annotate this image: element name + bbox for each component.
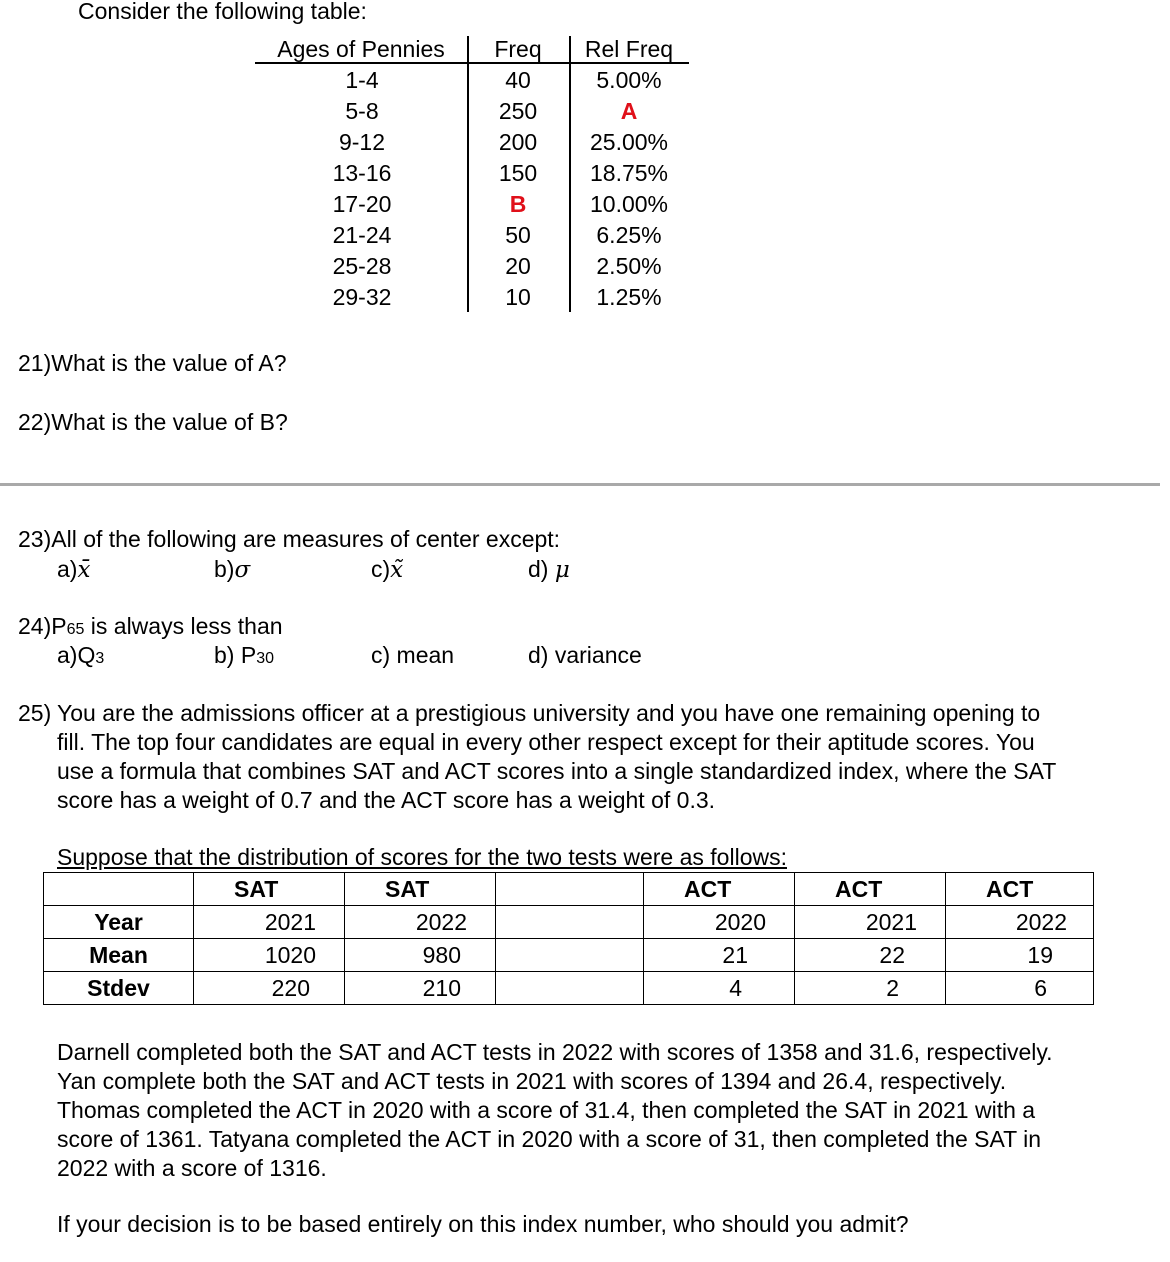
table-cell: 2020 [644,906,795,939]
option-a [57,644,104,667]
candidates-paragraph [57,1038,1053,1183]
option-d [528,558,570,582]
table-cell: 4 [644,972,795,1005]
option-d: d) variance [528,642,642,668]
paragraph-line: Darnell completed both the SAT and ACT tests in 2022 with scores of 1358 and 31.6, respectively. [57,1039,1053,1065]
header-freq: Freq [494,36,542,62]
question-text: All of the following are measures of center except: [51,526,561,552]
table-cell: 220 [194,972,345,1005]
paragraph-line: 2022 with a score of 1316. [57,1155,327,1181]
table-cell: 2 [795,972,946,1005]
option-label: a)Q [57,642,96,668]
table-cell: 200 [498,129,538,155]
sample-mean-symbol: x̄ [77,557,91,583]
option-b [214,558,250,582]
header-underline [255,62,689,64]
table-cell: 40 [505,67,531,93]
table-cell: 1.25% [596,284,662,310]
option-a [57,558,90,582]
percentile-subscript: 65 [66,621,85,638]
table-cell: 6.25% [596,222,662,248]
table-cell: 5-8 [345,98,379,124]
question-22 [18,411,288,434]
table-cell: 9-12 [338,129,386,155]
suppose-text: Suppose that the distribution of scores for the two tests were as follows: [57,844,787,870]
scores-table [43,872,1094,1005]
table-cell: 25-28 [332,253,392,279]
question-number: 22) [18,409,52,435]
table-cell [496,873,644,906]
table-cell: 1020 [194,939,345,972]
table-cell: 1-4 [345,67,379,93]
table-cell: 20 [505,253,531,279]
question-text: is always less than [84,613,283,639]
table-cell: 21-24 [332,222,392,248]
table-cell: 2.50% [596,253,662,279]
table-cell: 5.00% [596,67,662,93]
question-number: 23) [18,526,52,552]
question-21 [18,352,287,375]
table-cell: SAT [345,873,496,906]
table-cell: 980 [345,939,496,972]
row-label: Year [44,906,194,939]
option-label: d) [528,556,555,582]
mu-symbol: μ [554,557,570,583]
question-number: 21) [18,350,52,376]
table-cell: 22 [795,939,946,972]
unknown-b: B [509,191,527,217]
table-cell [496,939,644,972]
table-cell: 210 [345,972,496,1005]
paragraph-line: Thomas completed the ACT in 2020 with a score of 31.4, then completed the SAT in 2021 with a [57,1097,1036,1123]
paragraph-line: Yan complete both the SAT and ACT tests in 2021 with scores of 1394 and 26.4, respectively. [57,1068,1007,1094]
question-number: 24) [18,613,52,639]
unknown-a: A [620,98,638,124]
table-cell: 10 [505,284,531,310]
paragraph-line: score has a weight of 0.7 and the ACT score has a weight of 0.3. [57,787,716,813]
table-row [44,972,1094,1005]
table-cell: 19 [946,939,1094,972]
option-label: b) [214,556,235,582]
question-24 [18,615,283,638]
table-cell [44,873,194,906]
table-cell: 50 [505,222,531,248]
option-c: c) mean [371,642,455,668]
table-cell: 18.75% [589,160,668,186]
question-25-text [57,699,1056,815]
table-cell: 13-16 [332,160,392,186]
question-text: P [51,613,67,639]
section-divider [0,483,1160,486]
question-number: 25) [18,700,52,726]
option-c [371,558,403,582]
median-symbol: x̃ [390,557,404,583]
header-relfreq: Rel Freq [584,36,674,62]
row-label: Mean [44,939,194,972]
table-cell: 2022 [345,906,496,939]
table-cell: 2022 [946,906,1094,939]
table-cell [496,972,644,1005]
table-row [44,873,1094,906]
table-cell: SAT [194,873,345,906]
row-label: Stdev [44,972,194,1005]
table-cell: 25.00% [589,129,668,155]
option-b [214,644,274,667]
table-cell: 10.00% [589,191,668,217]
table-row [44,906,1094,939]
sigma-symbol: σ [234,557,251,583]
table-cell: 2021 [194,906,345,939]
table-cell: ACT [946,873,1094,906]
intro-text: Consider the following table: [78,0,367,24]
question-23 [18,528,560,551]
header-ages: Ages of Pennies [277,36,445,62]
table-cell: ACT [795,873,946,906]
percentile-subscript: 30 [256,650,274,667]
quartile-subscript: 3 [95,650,105,667]
option-label: c) [371,556,391,582]
table-cell: 2021 [795,906,946,939]
paragraph-line: You are the admissions officer at a prestigious university and you have one remaining opening to [57,700,1041,726]
table-cell: 21 [644,939,795,972]
paragraph-line: use a formula that combines SAT and ACT scores into a single standardized index, where the SAT [57,758,1057,784]
option-label: a) [57,556,78,582]
paragraph-line: score of 1361. Tatyana completed the ACT in 2020 with a score of 31, then completed the SAT in [57,1126,1042,1152]
table-cell: 250 [498,98,538,124]
question-text: What is the value of B? [51,409,288,435]
paragraph-line: fill. The top four candidates are equal in every other respect except for their aptitude scores. You [57,729,1035,755]
table-cell: ACT [644,873,795,906]
table-cell: 17-20 [332,191,392,217]
final-question: If your decision is to be based entirely on this index number, who should you admit? [57,1211,909,1237]
table-row [44,939,1094,972]
table-cell: 150 [498,160,538,186]
table-cell: 6 [946,972,1094,1005]
table-cell [496,906,644,939]
option-label: b) P [214,642,257,668]
table-cell: 29-32 [332,284,392,310]
question-text: What is the value of A? [51,350,287,376]
